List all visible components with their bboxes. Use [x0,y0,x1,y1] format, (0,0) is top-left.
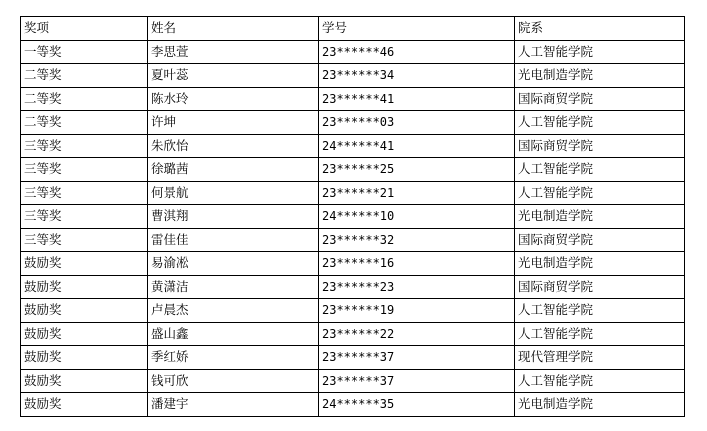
table-row [21,322,685,346]
cell-department: 光电制造学院 [515,252,685,276]
cell-name: 徐璐茜 [148,158,319,182]
cell-department: 人工智能学院 [515,158,685,182]
cell-name: 何景航 [148,181,319,205]
cell-name: 朱欣怡 [148,134,319,158]
cell-award: 鼓励奖 [21,346,148,370]
header-department: 院系 [515,17,685,41]
cell-award: 鼓励奖 [21,322,148,346]
cell-award: 二等奖 [21,87,148,111]
header-student-id: 学号 [319,17,515,41]
header-name: 姓名 [148,17,319,41]
cell-name: 易渝凇 [148,252,319,276]
table-row [21,393,685,417]
cell-name: 黄潇洁 [148,275,319,299]
cell-name: 陈水玲 [148,87,319,111]
cell-name: 盛山鑫 [148,322,319,346]
cell-award: 一等奖 [21,40,148,64]
cell-name: 曹淇翔 [148,205,319,229]
cell-department: 人工智能学院 [515,299,685,323]
cell-award: 二等奖 [21,111,148,135]
cell-award: 三等奖 [21,158,148,182]
cell-award: 鼓励奖 [21,252,148,276]
cell-department: 人工智能学院 [515,111,685,135]
table-row [21,346,685,370]
cell-department: 人工智能学院 [515,322,685,346]
cell-award: 鼓励奖 [21,369,148,393]
table-row [21,40,685,64]
cell-student-id: 23******21 [319,181,515,205]
award-list-sheet [20,16,685,417]
cell-award: 三等奖 [21,205,148,229]
cell-award: 二等奖 [21,64,148,88]
cell-name: 潘建宇 [148,393,319,417]
cell-award: 鼓励奖 [21,275,148,299]
cell-student-id: 23******23 [319,275,515,299]
cell-student-id: 23******32 [319,228,515,252]
cell-department: 国际商贸学院 [515,134,685,158]
cell-student-id: 23******37 [319,346,515,370]
cell-student-id: 23******19 [319,299,515,323]
cell-award: 三等奖 [21,181,148,205]
cell-student-id: 23******16 [319,252,515,276]
cell-student-id: 23******37 [319,369,515,393]
cell-department: 现代管理学院 [515,346,685,370]
table-row [21,275,685,299]
cell-department: 国际商贸学院 [515,275,685,299]
cell-department: 人工智能学院 [515,181,685,205]
cell-student-id: 24******10 [319,205,515,229]
cell-name: 许坤 [148,111,319,135]
table-row [21,369,685,393]
cell-department: 国际商贸学院 [515,87,685,111]
award-winners-table [20,16,685,417]
cell-name: 夏叶蕊 [148,64,319,88]
table-row [21,205,685,229]
cell-award: 鼓励奖 [21,393,148,417]
header-award: 奖项 [21,17,148,41]
cell-department: 光电制造学院 [515,205,685,229]
cell-award: 鼓励奖 [21,299,148,323]
table-body [21,40,685,416]
cell-student-id: 23******46 [319,40,515,64]
cell-department: 人工智能学院 [515,40,685,64]
table-row [21,64,685,88]
table-row [21,134,685,158]
cell-student-id: 23******41 [319,87,515,111]
table-header-row [21,17,685,41]
cell-student-id: 23******22 [319,322,515,346]
table-row [21,299,685,323]
cell-student-id: 23******03 [319,111,515,135]
cell-name: 卢晨杰 [148,299,319,323]
cell-department: 光电制造学院 [515,64,685,88]
table-row [21,252,685,276]
table-row [21,228,685,252]
cell-award: 三等奖 [21,228,148,252]
cell-student-id: 24******35 [319,393,515,417]
cell-name: 季红娇 [148,346,319,370]
cell-student-id: 23******34 [319,64,515,88]
cell-department: 人工智能学院 [515,369,685,393]
table-row [21,158,685,182]
cell-name: 雷佳佳 [148,228,319,252]
table-row [21,111,685,135]
cell-department: 光电制造学院 [515,393,685,417]
cell-name: 李思萱 [148,40,319,64]
table-row [21,87,685,111]
cell-department: 国际商贸学院 [515,228,685,252]
table-row [21,181,685,205]
cell-student-id: 24******41 [319,134,515,158]
cell-student-id: 23******25 [319,158,515,182]
cell-award: 三等奖 [21,134,148,158]
cell-name: 钱可欣 [148,369,319,393]
